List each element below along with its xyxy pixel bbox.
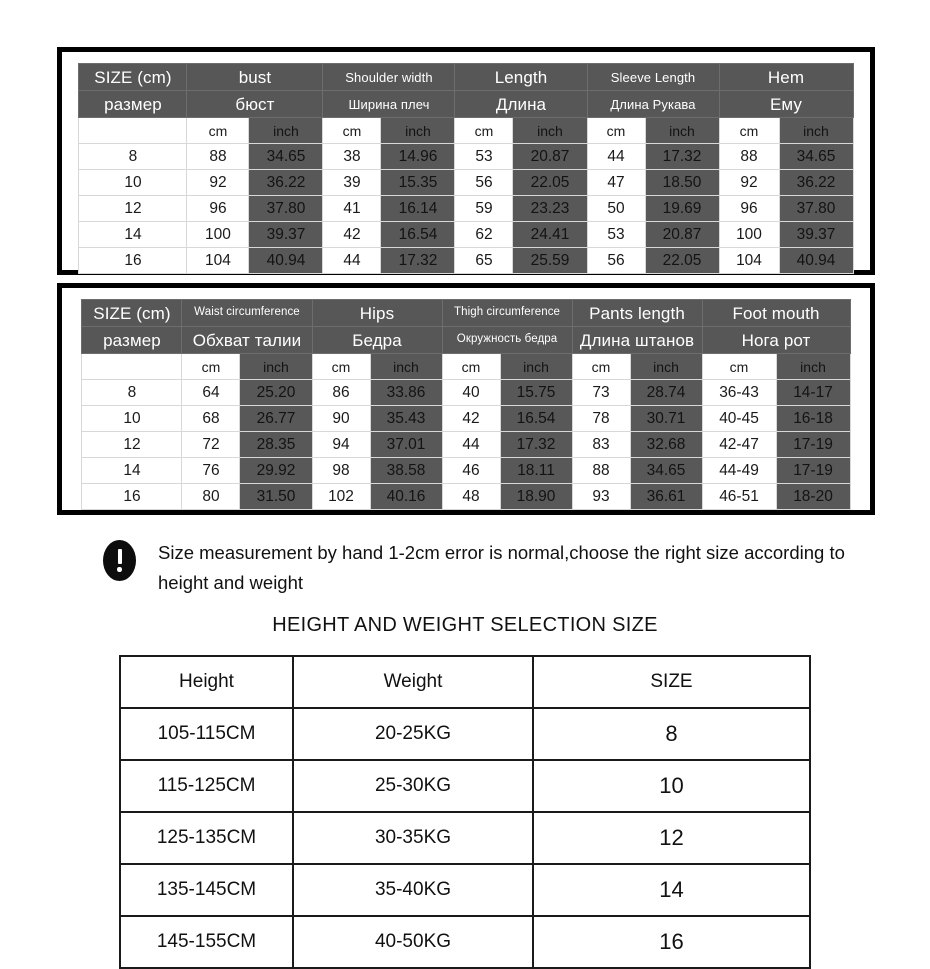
hw-cell-size: 14: [533, 864, 810, 916]
cell-inch: 20.87: [645, 222, 719, 248]
measurement-notice-text: Size measurement by hand 1-2cm error is normal,choose the right size according to height and weight: [158, 542, 845, 593]
cell-cm: 44: [323, 248, 381, 274]
cell-size: 16: [79, 248, 187, 274]
cell-inch: 15.35: [381, 170, 455, 196]
header-shoulder-width-ru: Ширина плеч: [323, 91, 455, 118]
cell-inch: 29.92: [240, 458, 312, 484]
cell-inch: 39.37: [249, 222, 323, 248]
cell-cm: 88: [187, 144, 249, 170]
cell-inch: 16.14: [381, 196, 455, 222]
cell-inch: 36.22: [779, 170, 853, 196]
cell-cm: 73: [572, 380, 630, 406]
cell-cm: 80: [182, 484, 240, 510]
cell-inch: 32.68: [630, 432, 702, 458]
header-hem-ru: Ему: [719, 91, 853, 118]
cell-inch: 18.11: [500, 458, 572, 484]
cell-inch: 17.32: [381, 248, 455, 274]
unit-inch-sleeve: inch: [645, 118, 719, 144]
cell-inch: 28.74: [630, 380, 702, 406]
cell-inch: 16.54: [500, 406, 572, 432]
header-hips-en: Hips: [312, 300, 442, 327]
cell-inch: 37.80: [779, 196, 853, 222]
unit-cm-pants: cm: [572, 354, 630, 380]
header-waist-circumference-ru: Обхват талии: [182, 327, 312, 354]
cell-cm: 98: [312, 458, 370, 484]
hw-cell-weight: 30-35KG: [293, 812, 533, 864]
cell-cm: 90: [312, 406, 370, 432]
cell-inch: 18.50: [645, 170, 719, 196]
cell-cm: 92: [187, 170, 249, 196]
header-size-en: SIZE (cm): [79, 64, 187, 91]
unit-cm-sleeve: cm: [587, 118, 645, 144]
header-hips-ru: Бедра: [312, 327, 442, 354]
cell-cm: 38: [323, 144, 381, 170]
cell-inch: 39.37: [779, 222, 853, 248]
table-row: [82, 406, 850, 432]
cell-cm: 100: [187, 222, 249, 248]
cell-cm: 44: [587, 144, 645, 170]
cell-size: 8: [79, 144, 187, 170]
cell-inch: 37.01: [370, 432, 442, 458]
cell-size: 16: [82, 484, 182, 510]
cell-cm: 41: [323, 196, 381, 222]
hw-cell-height: 145-155CM: [120, 916, 293, 968]
unit-inch-waist: inch: [240, 354, 312, 380]
hw-table-row: [120, 812, 810, 864]
header-foot-mouth-en: Foot mouth: [702, 300, 850, 327]
unit-inch-hips: inch: [370, 354, 442, 380]
table-row: [82, 380, 850, 406]
cell-inch: 24.41: [513, 222, 587, 248]
cell-cm: 36-43: [702, 380, 776, 406]
unit-cm-length: cm: [455, 118, 513, 144]
table-header-row-ru: [82, 327, 850, 354]
header-length-en: Length: [455, 64, 587, 91]
cell-inch: 40.94: [779, 248, 853, 274]
table-row: [79, 196, 853, 222]
hw-cell-weight: 20-25KG: [293, 708, 533, 760]
cell-inch: 38.58: [370, 458, 442, 484]
hw-cell-weight: 40-50KG: [293, 916, 533, 968]
cell-cm: 56: [455, 170, 513, 196]
header-foot-mouth-ru: Нога рот: [702, 327, 850, 354]
hw-cell-size: 16: [533, 916, 810, 968]
table-header-row-en: [79, 64, 853, 91]
unit-inch-length: inch: [513, 118, 587, 144]
cell-cm: 78: [572, 406, 630, 432]
cell-cm: 42-47: [702, 432, 776, 458]
cell-cm: 68: [182, 406, 240, 432]
header-thigh-circumference-ru: Окружность бедра: [442, 327, 572, 354]
cell-inch: 22.05: [513, 170, 587, 196]
cell-cm: 42: [323, 222, 381, 248]
hw-header-row: [120, 656, 810, 708]
cell-inch: 36.22: [249, 170, 323, 196]
cell-inch: 15.75: [500, 380, 572, 406]
cell-inch: 34.65: [779, 144, 853, 170]
header-bust-ru: бюст: [187, 91, 323, 118]
cell-cm: 56: [587, 248, 645, 274]
cell-cm: 88: [719, 144, 779, 170]
header-size-ru: размер: [79, 91, 187, 118]
cell-inch: 40.94: [249, 248, 323, 274]
unit-inch-hem: inch: [779, 118, 853, 144]
unit-cm-hips: cm: [312, 354, 370, 380]
cell-cm: 44: [442, 432, 500, 458]
cell-inch: 33.86: [370, 380, 442, 406]
cell-cm: 44-49: [702, 458, 776, 484]
table-row: [79, 248, 853, 274]
cell-cm: 104: [719, 248, 779, 274]
cell-size: 10: [79, 170, 187, 196]
upper-body-table-frame: [57, 47, 875, 275]
hw-table-row: [120, 760, 810, 812]
header-bust-en: bust: [187, 64, 323, 91]
table-unit-row: [82, 354, 850, 380]
table-row: [79, 144, 853, 170]
hw-table-row: [120, 708, 810, 760]
hw-header-weight: Weight: [293, 656, 533, 708]
cell-cm: 40: [442, 380, 500, 406]
unit-cm-thigh: cm: [442, 354, 500, 380]
table-row: [79, 222, 853, 248]
cell-cm: 53: [455, 144, 513, 170]
cell-size: 14: [82, 458, 182, 484]
cell-size: 14: [79, 222, 187, 248]
cell-cm: 76: [182, 458, 240, 484]
cell-inch: 16.54: [381, 222, 455, 248]
cell-cm: 93: [572, 484, 630, 510]
cell-cm: 96: [187, 196, 249, 222]
hw-header-size: SIZE: [533, 656, 810, 708]
header-pants-length-en: Pants length: [572, 300, 702, 327]
hw-cell-size: 12: [533, 812, 810, 864]
cell-inch: 37.80: [249, 196, 323, 222]
cell-cm: 39: [323, 170, 381, 196]
cell-cm: 40-45: [702, 406, 776, 432]
unit-inch-shoulder: inch: [381, 118, 455, 144]
table-row: [82, 484, 850, 510]
cell-cm: 59: [455, 196, 513, 222]
cell-inch: 40.16: [370, 484, 442, 510]
cell-cm: 48: [442, 484, 500, 510]
hw-header-height: Height: [120, 656, 293, 708]
cell-inch: 25.59: [513, 248, 587, 274]
table-row: [79, 170, 853, 196]
header-thigh-circumference-en: Thigh circumference: [442, 300, 572, 327]
cell-cm: 100: [719, 222, 779, 248]
hw-cell-height: 135-145CM: [120, 864, 293, 916]
cell-inch: 30.71: [630, 406, 702, 432]
cell-inch: 26.77: [240, 406, 312, 432]
cell-cm: 53: [587, 222, 645, 248]
hw-cell-height: 105-115CM: [120, 708, 293, 760]
cell-inch: 23.23: [513, 196, 587, 222]
cell-cm: 65: [455, 248, 513, 274]
table-row: [82, 432, 850, 458]
unit-blank: [79, 118, 187, 144]
cell-cm: 94: [312, 432, 370, 458]
cell-size: 8: [82, 380, 182, 406]
header-shoulder-width-en: Shoulder width: [323, 64, 455, 91]
unit-cm-waist: cm: [182, 354, 240, 380]
cell-inch: 14-17: [776, 380, 850, 406]
cell-inch: 17.32: [645, 144, 719, 170]
cell-cm: 88: [572, 458, 630, 484]
cell-inch: 17-19: [776, 432, 850, 458]
exclamation-icon: [103, 540, 136, 581]
unit-inch-bust: inch: [249, 118, 323, 144]
header-sleeve-length-ru: Длина Рукава: [587, 91, 719, 118]
cell-cm: 42: [442, 406, 500, 432]
height-weight-selection-table: [119, 655, 811, 969]
cell-inch: 18-20: [776, 484, 850, 510]
cell-inch: 31.50: [240, 484, 312, 510]
unit-inch-pants: inch: [630, 354, 702, 380]
cell-cm: 96: [719, 196, 779, 222]
cell-cm: 92: [719, 170, 779, 196]
cell-cm: 47: [587, 170, 645, 196]
unit-blank: [82, 354, 182, 380]
cell-cm: 83: [572, 432, 630, 458]
lower-body-table-frame: [57, 283, 875, 515]
unit-inch-thigh: inch: [500, 354, 572, 380]
unit-inch-foot: inch: [776, 354, 850, 380]
cell-inch: 25.20: [240, 380, 312, 406]
cell-inch: 20.87: [513, 144, 587, 170]
table-header-row-en: [82, 300, 850, 327]
table-row: [82, 458, 850, 484]
hw-cell-size: 10: [533, 760, 810, 812]
table-unit-row: [79, 118, 853, 144]
cell-inch: 36.61: [630, 484, 702, 510]
hw-cell-height: 115-125CM: [120, 760, 293, 812]
lower-body-measurements-table: [81, 299, 850, 510]
upper-body-measurements-table: [78, 63, 853, 274]
cell-cm: 46: [442, 458, 500, 484]
unit-cm-bust: cm: [187, 118, 249, 144]
hw-table-row: [120, 916, 810, 968]
cell-cm: 64: [182, 380, 240, 406]
measurement-notice: [103, 538, 893, 598]
cell-inch: 19.69: [645, 196, 719, 222]
cell-cm: 104: [187, 248, 249, 274]
header-size-en: SIZE (cm): [82, 300, 182, 327]
cell-inch: 28.35: [240, 432, 312, 458]
cell-inch: 34.65: [249, 144, 323, 170]
cell-cm: 50: [587, 196, 645, 222]
cell-cm: 62: [455, 222, 513, 248]
table-header-row-ru: [79, 91, 853, 118]
height-weight-title: HEIGHT AND WEIGHT SELECTION SIZE: [272, 614, 658, 636]
hw-cell-weight: 25-30KG: [293, 760, 533, 812]
cell-inch: 14.96: [381, 144, 455, 170]
unit-cm-hem: cm: [719, 118, 779, 144]
hw-table-row: [120, 864, 810, 916]
unit-cm-foot: cm: [702, 354, 776, 380]
cell-size: 12: [82, 432, 182, 458]
header-waist-circumference-en: Waist circumference: [182, 300, 312, 327]
cell-inch: 17-19: [776, 458, 850, 484]
hw-cell-size: 8: [533, 708, 810, 760]
hw-cell-weight: 35-40KG: [293, 864, 533, 916]
header-pants-length-ru: Длина штанов: [572, 327, 702, 354]
cell-inch: 22.05: [645, 248, 719, 274]
cell-size: 12: [79, 196, 187, 222]
cell-cm: 46-51: [702, 484, 776, 510]
cell-inch: 35.43: [370, 406, 442, 432]
header-size-ru: размер: [82, 327, 182, 354]
cell-inch: 34.65: [630, 458, 702, 484]
cell-inch: 16-18: [776, 406, 850, 432]
cell-cm: 72: [182, 432, 240, 458]
cell-size: 10: [82, 406, 182, 432]
header-hem-en: Hem: [719, 64, 853, 91]
cell-inch: 17.32: [500, 432, 572, 458]
cell-inch: 18.90: [500, 484, 572, 510]
cell-cm: 102: [312, 484, 370, 510]
cell-cm: 86: [312, 380, 370, 406]
unit-cm-shoulder: cm: [323, 118, 381, 144]
header-length-ru: Длина: [455, 91, 587, 118]
header-sleeve-length-en: Sleeve Length: [587, 64, 719, 91]
hw-cell-height: 125-135CM: [120, 812, 293, 864]
